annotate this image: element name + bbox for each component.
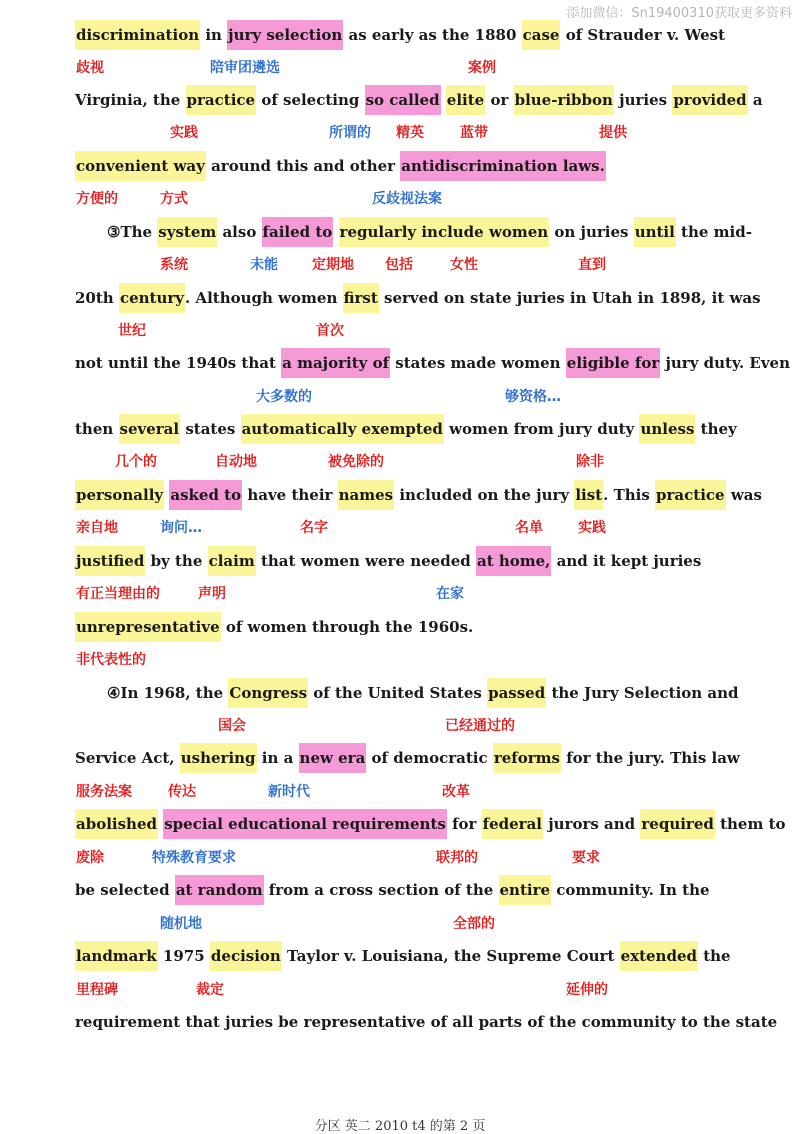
highlight-pink: at random [175, 875, 264, 905]
text-segment: them to [714, 815, 786, 833]
text-segment: from a cross section of the [263, 881, 499, 899]
text-segment: served on state juries in Utah in 1898, it was [378, 289, 761, 307]
annotation-red: 被免除的 [328, 454, 384, 470]
text-segment: they [695, 420, 737, 438]
annotation-red: 实践 [578, 520, 606, 536]
annotation-red: 蓝带 [460, 125, 488, 141]
annotation-red: 名单 [515, 520, 543, 536]
annotation-red: 案例 [468, 60, 496, 76]
text-segment: on juries [549, 223, 634, 241]
annotation-red: 名字 [300, 520, 328, 536]
text-segment: that women were needed [255, 552, 476, 570]
text-segment: ④In 1968, the [107, 684, 229, 702]
annotation-blue: 大多数的 [256, 389, 312, 405]
highlight-yellow: unrepresentative [75, 612, 221, 642]
text-segment: of Strauder v. West [560, 26, 726, 44]
highlight-yellow: justified [75, 546, 145, 576]
highlight-yellow: landmark [75, 941, 158, 971]
highlight-yellow: system [157, 217, 217, 247]
annotation-red: 改革 [442, 784, 470, 800]
text-segment: of the United States [308, 684, 488, 702]
text-line [75, 149, 760, 183]
text-line [75, 83, 763, 117]
highlight-yellow: unless [639, 414, 695, 444]
text-segment: . This [603, 486, 656, 504]
text-segment: of democratic [366, 749, 493, 767]
text-line [75, 544, 760, 578]
annotation-red: 裁定 [196, 982, 224, 998]
text-segment: Taylor v. Louisiana, the Supreme Court [281, 947, 620, 965]
text-line [75, 939, 760, 973]
annotation-blue: 陪审团遴选 [210, 60, 280, 76]
text-segment: ③The [107, 223, 158, 241]
text-segment: in a [256, 749, 299, 767]
highlight-yellow: practice [186, 85, 257, 115]
annotation-red: 延伸的 [566, 982, 608, 998]
text-segment: Virginia, the [75, 91, 186, 109]
text-segment: then [75, 420, 119, 438]
annotation-red: 亲自地 [76, 520, 118, 536]
highlight-yellow: decision [210, 941, 282, 971]
highlight-pink: antidiscrimination laws. [400, 151, 606, 181]
annotation-blue: 未能 [250, 257, 278, 273]
annotation-red: 直到 [578, 257, 606, 273]
text-segment: of selecting [256, 91, 365, 109]
annotation-red: 传达 [168, 784, 196, 800]
text-line [75, 346, 791, 380]
text-segment [333, 223, 338, 241]
text-segment: not until the 1940s that [75, 354, 282, 372]
text-segment: around this and other [205, 157, 401, 175]
annotation-blue: 反歧视法案 [372, 191, 442, 207]
text-line [75, 478, 760, 512]
highlight-pink: asked to [169, 480, 242, 510]
text-segment: women from jury duty [443, 420, 640, 438]
text-segment: a [747, 91, 763, 109]
text-segment: or [485, 91, 514, 109]
text-segment: of women through the 1960s. [220, 618, 474, 636]
text-segment: jury duty. Even [660, 354, 791, 372]
annotation-blue: 在家 [436, 586, 464, 602]
text-segment: for the jury. This law [560, 749, 740, 767]
annotation-blue: 询问… [160, 520, 202, 536]
annotation-red: 除非 [576, 454, 604, 470]
highlight-yellow: claim [208, 546, 256, 576]
text-line [75, 412, 760, 446]
annotation-red: 有正当理由的 [76, 586, 160, 602]
highlight-pink: failed to [262, 217, 334, 247]
page-footer: 分区 英二 2010 t4 的第 2 页 [314, 1119, 486, 1134]
highlight-yellow: extended [620, 941, 698, 971]
highlight-yellow: list [574, 480, 603, 510]
highlight-yellow: reforms [493, 743, 561, 773]
highlight-yellow: Congress [228, 678, 308, 708]
text-line [75, 18, 760, 52]
highlight-yellow: abolished [75, 809, 158, 839]
highlight-yellow: convenient way [75, 151, 206, 181]
highlight-pink: special educational requirements [163, 809, 447, 839]
annotation-red: 全部的 [453, 916, 495, 932]
highlight-yellow: federal [482, 809, 543, 839]
annotation-red: 提供 [599, 125, 627, 141]
annotation-red: 已经通过的 [445, 718, 515, 734]
annotation-blue: 新时代 [268, 784, 310, 800]
text-segment: states [180, 420, 241, 438]
highlight-yellow: passed [487, 678, 546, 708]
text-line [107, 215, 760, 249]
text-segment: the mid- [675, 223, 752, 241]
highlight-yellow: provided [672, 85, 747, 115]
text-segment: in [200, 26, 228, 44]
text-segment: be selected [75, 881, 175, 899]
text-segment: requirement that juries be representative of all parts of the community to the state [75, 1013, 778, 1031]
text-segment: states made women [390, 354, 566, 372]
text-line [75, 281, 760, 315]
text-segment: community. In the [551, 881, 710, 899]
text-line [75, 741, 760, 775]
annotation-red: 自动地 [215, 454, 257, 470]
annotation-red: 定期地 [312, 257, 354, 273]
annotation-red: 声明 [198, 586, 226, 602]
text-segment: 20th [75, 289, 119, 307]
highlight-pink: a majority of [281, 348, 390, 378]
text-line [75, 873, 760, 907]
text-segment: . Although women [184, 289, 343, 307]
highlight-yellow: regularly include women [339, 217, 550, 247]
text-segment: as early as the 1880 [343, 26, 522, 44]
annotation-blue: 所谓的 [329, 125, 371, 141]
annotation-red: 废除 [76, 850, 104, 866]
text-line [75, 1005, 778, 1039]
text-segment: jurors and [543, 815, 641, 833]
annotation-red: 里程碑 [76, 982, 118, 998]
annotation-red: 国会 [218, 718, 246, 734]
highlight-pink: jury selection [227, 20, 343, 50]
annotation-red: 首次 [316, 323, 344, 339]
annotation-red: 女性 [450, 257, 478, 273]
text-segment: the [697, 947, 731, 965]
text-segment: the Jury Selection and [546, 684, 739, 702]
watermark-text: 添加微信：Sn19400310获取更多资料 [566, 6, 792, 21]
annotation-red: 联邦的 [436, 850, 478, 866]
annotation-red: 包括 [385, 257, 413, 273]
highlight-yellow: several [119, 414, 181, 444]
text-segment [441, 91, 446, 109]
text-segment: juries [613, 91, 673, 109]
annotation-red: 服务法案 [76, 784, 132, 800]
text-segment: have their [242, 486, 338, 504]
text-line [75, 807, 786, 841]
annotation-blue: 随机地 [160, 916, 202, 932]
highlight-yellow: required [640, 809, 714, 839]
text-line [107, 676, 760, 710]
annotation-red: 方便的 [76, 191, 118, 207]
highlight-yellow: blue-ribbon [514, 85, 614, 115]
annotation-blue: 特殊教育要求 [152, 850, 236, 866]
highlight-pink: so called [365, 85, 441, 115]
text-segment: included on the jury [394, 486, 575, 504]
annotation-red: 要求 [572, 850, 600, 866]
highlight-yellow: case [522, 20, 561, 50]
annotation-red: 系统 [160, 257, 188, 273]
text-segment: was [725, 486, 762, 504]
text-segment: also [217, 223, 262, 241]
highlight-yellow: first [343, 283, 379, 313]
annotation-red: 精英 [396, 125, 424, 141]
annotation-red: 方式 [160, 191, 188, 207]
text-segment: Service Act, [75, 749, 180, 767]
highlight-yellow: century [119, 283, 185, 313]
annotation-red: 几个的 [115, 454, 157, 470]
text-segment: and it kept juries [551, 552, 702, 570]
highlight-pink: eligible for [566, 348, 660, 378]
highlight-yellow: practice [655, 480, 726, 510]
highlight-yellow: personally [75, 480, 164, 510]
annotation-blue: 够资格… [505, 389, 561, 405]
highlight-yellow: until [634, 217, 676, 247]
annotation-red: 世纪 [118, 323, 146, 339]
highlight-yellow: entire [499, 875, 552, 905]
highlight-yellow: automatically exempted [241, 414, 444, 444]
highlight-pink: new era [299, 743, 367, 773]
highlight-yellow: elite [446, 85, 485, 115]
text-segment: by the [145, 552, 208, 570]
highlight-yellow: ushering [180, 743, 257, 773]
annotation-red: 歧视 [76, 60, 104, 76]
highlight-yellow: discrimination [75, 20, 200, 50]
annotation-red: 非代表性的 [76, 652, 146, 668]
text-segment: 1975 [157, 947, 210, 965]
text-line [75, 610, 760, 644]
highlight-yellow: names [338, 480, 395, 510]
highlight-pink: at home, [476, 546, 551, 576]
text-segment: for [446, 815, 482, 833]
annotation-red: 实践 [170, 125, 198, 141]
